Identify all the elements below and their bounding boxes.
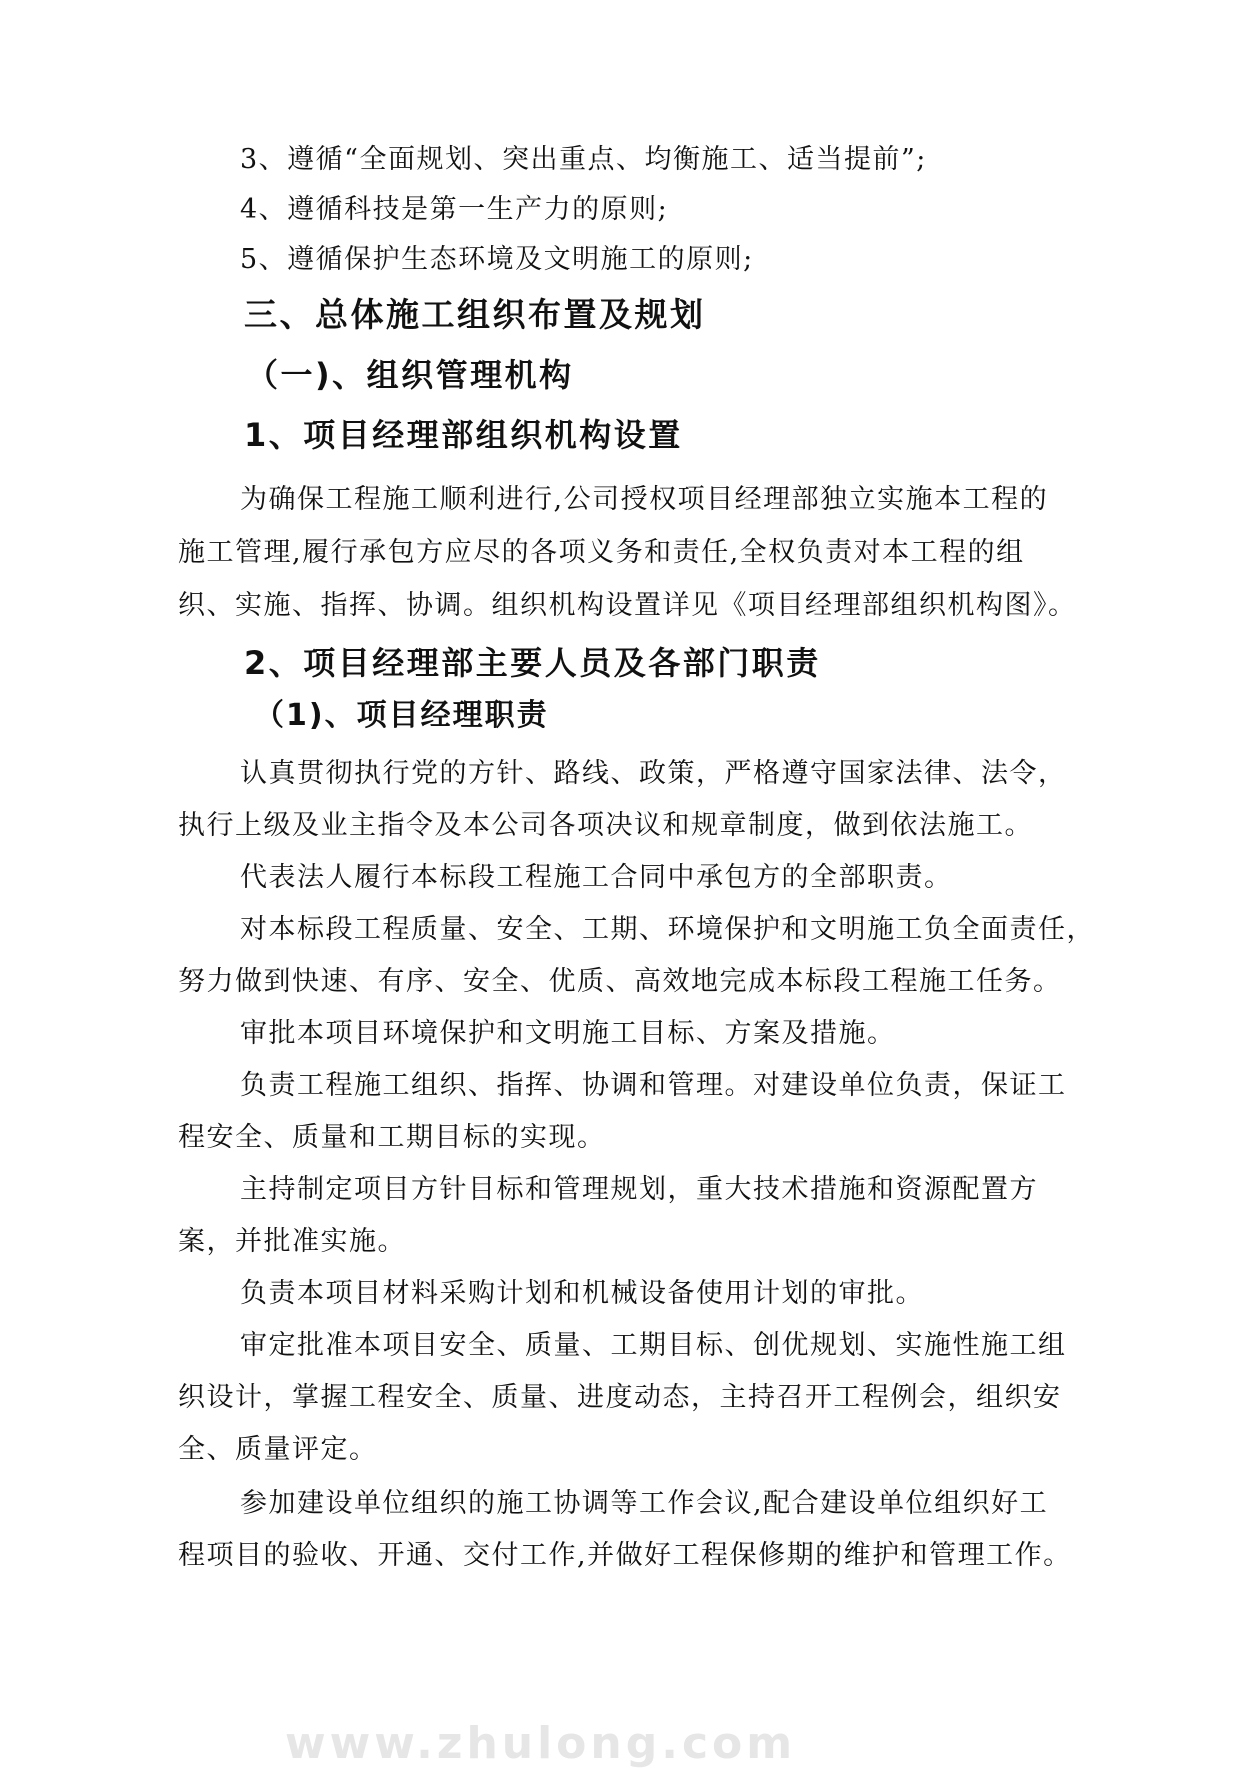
- paragraph-line: 为确保工程施工顺利进行,公司授权项目经理部独立实施本工程的: [240, 484, 1049, 515]
- section-heading-3: 三、总体施工组织布置及规划: [244, 295, 706, 334]
- paragraph-line: 代表法人履行本标段工程施工合同中承包方的全部职责。: [240, 862, 953, 893]
- paragraph-line: 织、实施、指挥、协调。组织机构设置详见《项目经理部组织机构图》。: [178, 590, 1077, 621]
- paragraph-line: 案，并批准实施。: [178, 1226, 406, 1257]
- sub-item-heading-1: （1)、项目经理职责: [254, 698, 549, 733]
- paragraph-line: 认真贯彻执行党的方针、路线、政策，严格遵守国家法律、法令，: [240, 758, 1067, 789]
- paragraph-line: 全、质量评定。: [178, 1434, 378, 1465]
- paragraph-line: 执行上级及业主指令及本公司各项决议和规章制度，做到依法施工。: [178, 810, 1033, 841]
- paragraph-line: 审定批准本项目安全、质量、工期目标、创优规划、实施性施工组: [240, 1330, 1067, 1361]
- item-heading-1: 1、项目经理部组织机构设置: [244, 416, 683, 454]
- paragraph-line: 负责本项目材料采购计划和机械设备使用计划的审批。: [240, 1278, 924, 1309]
- paragraph-line: 程安全、质量和工期目标的实现。: [178, 1122, 606, 1153]
- paragraph-line: 参加建设单位组织的施工协调等工作会议,配合建设单位组织好工: [240, 1488, 1049, 1519]
- paragraph-line: 织设计，掌握工程安全、质量、进度动态，主持召开工程例会，组织安: [178, 1382, 1062, 1413]
- paragraph-line: 主持制定项目方针目标和管理规划，重大技术措施和资源配置方: [240, 1174, 1038, 1205]
- paragraph-line: 努力做到快速、有序、安全、优质、高效地完成本标段工程施工任务。: [178, 966, 1062, 997]
- item-heading-2: 2、项目经理部主要人员及各部门职责: [244, 644, 821, 682]
- watermark: www.zhulong.com: [285, 1718, 797, 1769]
- paragraph-line: 审批本项目环境保护和文明施工目标、方案及措施。: [240, 1018, 896, 1049]
- paragraph-line: 程项目的验收、开通、交付工作,并做好工程保修期的维护和管理工作。: [178, 1540, 1072, 1571]
- paragraph-line: 施工管理,履行承包方应尽的各项义务和责任,全权负责对本工程的组: [178, 537, 1025, 568]
- subsection-heading-1: （一)、组织管理机构: [246, 356, 574, 394]
- principle-3: 3、遵循“全面规划、突出重点、均衡施工、适当提前”;: [240, 144, 927, 175]
- paragraph-line: 对本标段工程质量、安全、工期、环境保护和文明施工负全面责任，: [240, 914, 1095, 945]
- paragraph-line: 负责工程施工组织、指挥、协调和管理。对建设单位负责，保证工: [240, 1070, 1067, 1101]
- principle-5: 5、遵循保护生态环境及文明施工的原则;: [240, 244, 754, 275]
- principle-4: 4、遵循科技是第一生产力的原则;: [240, 194, 669, 225]
